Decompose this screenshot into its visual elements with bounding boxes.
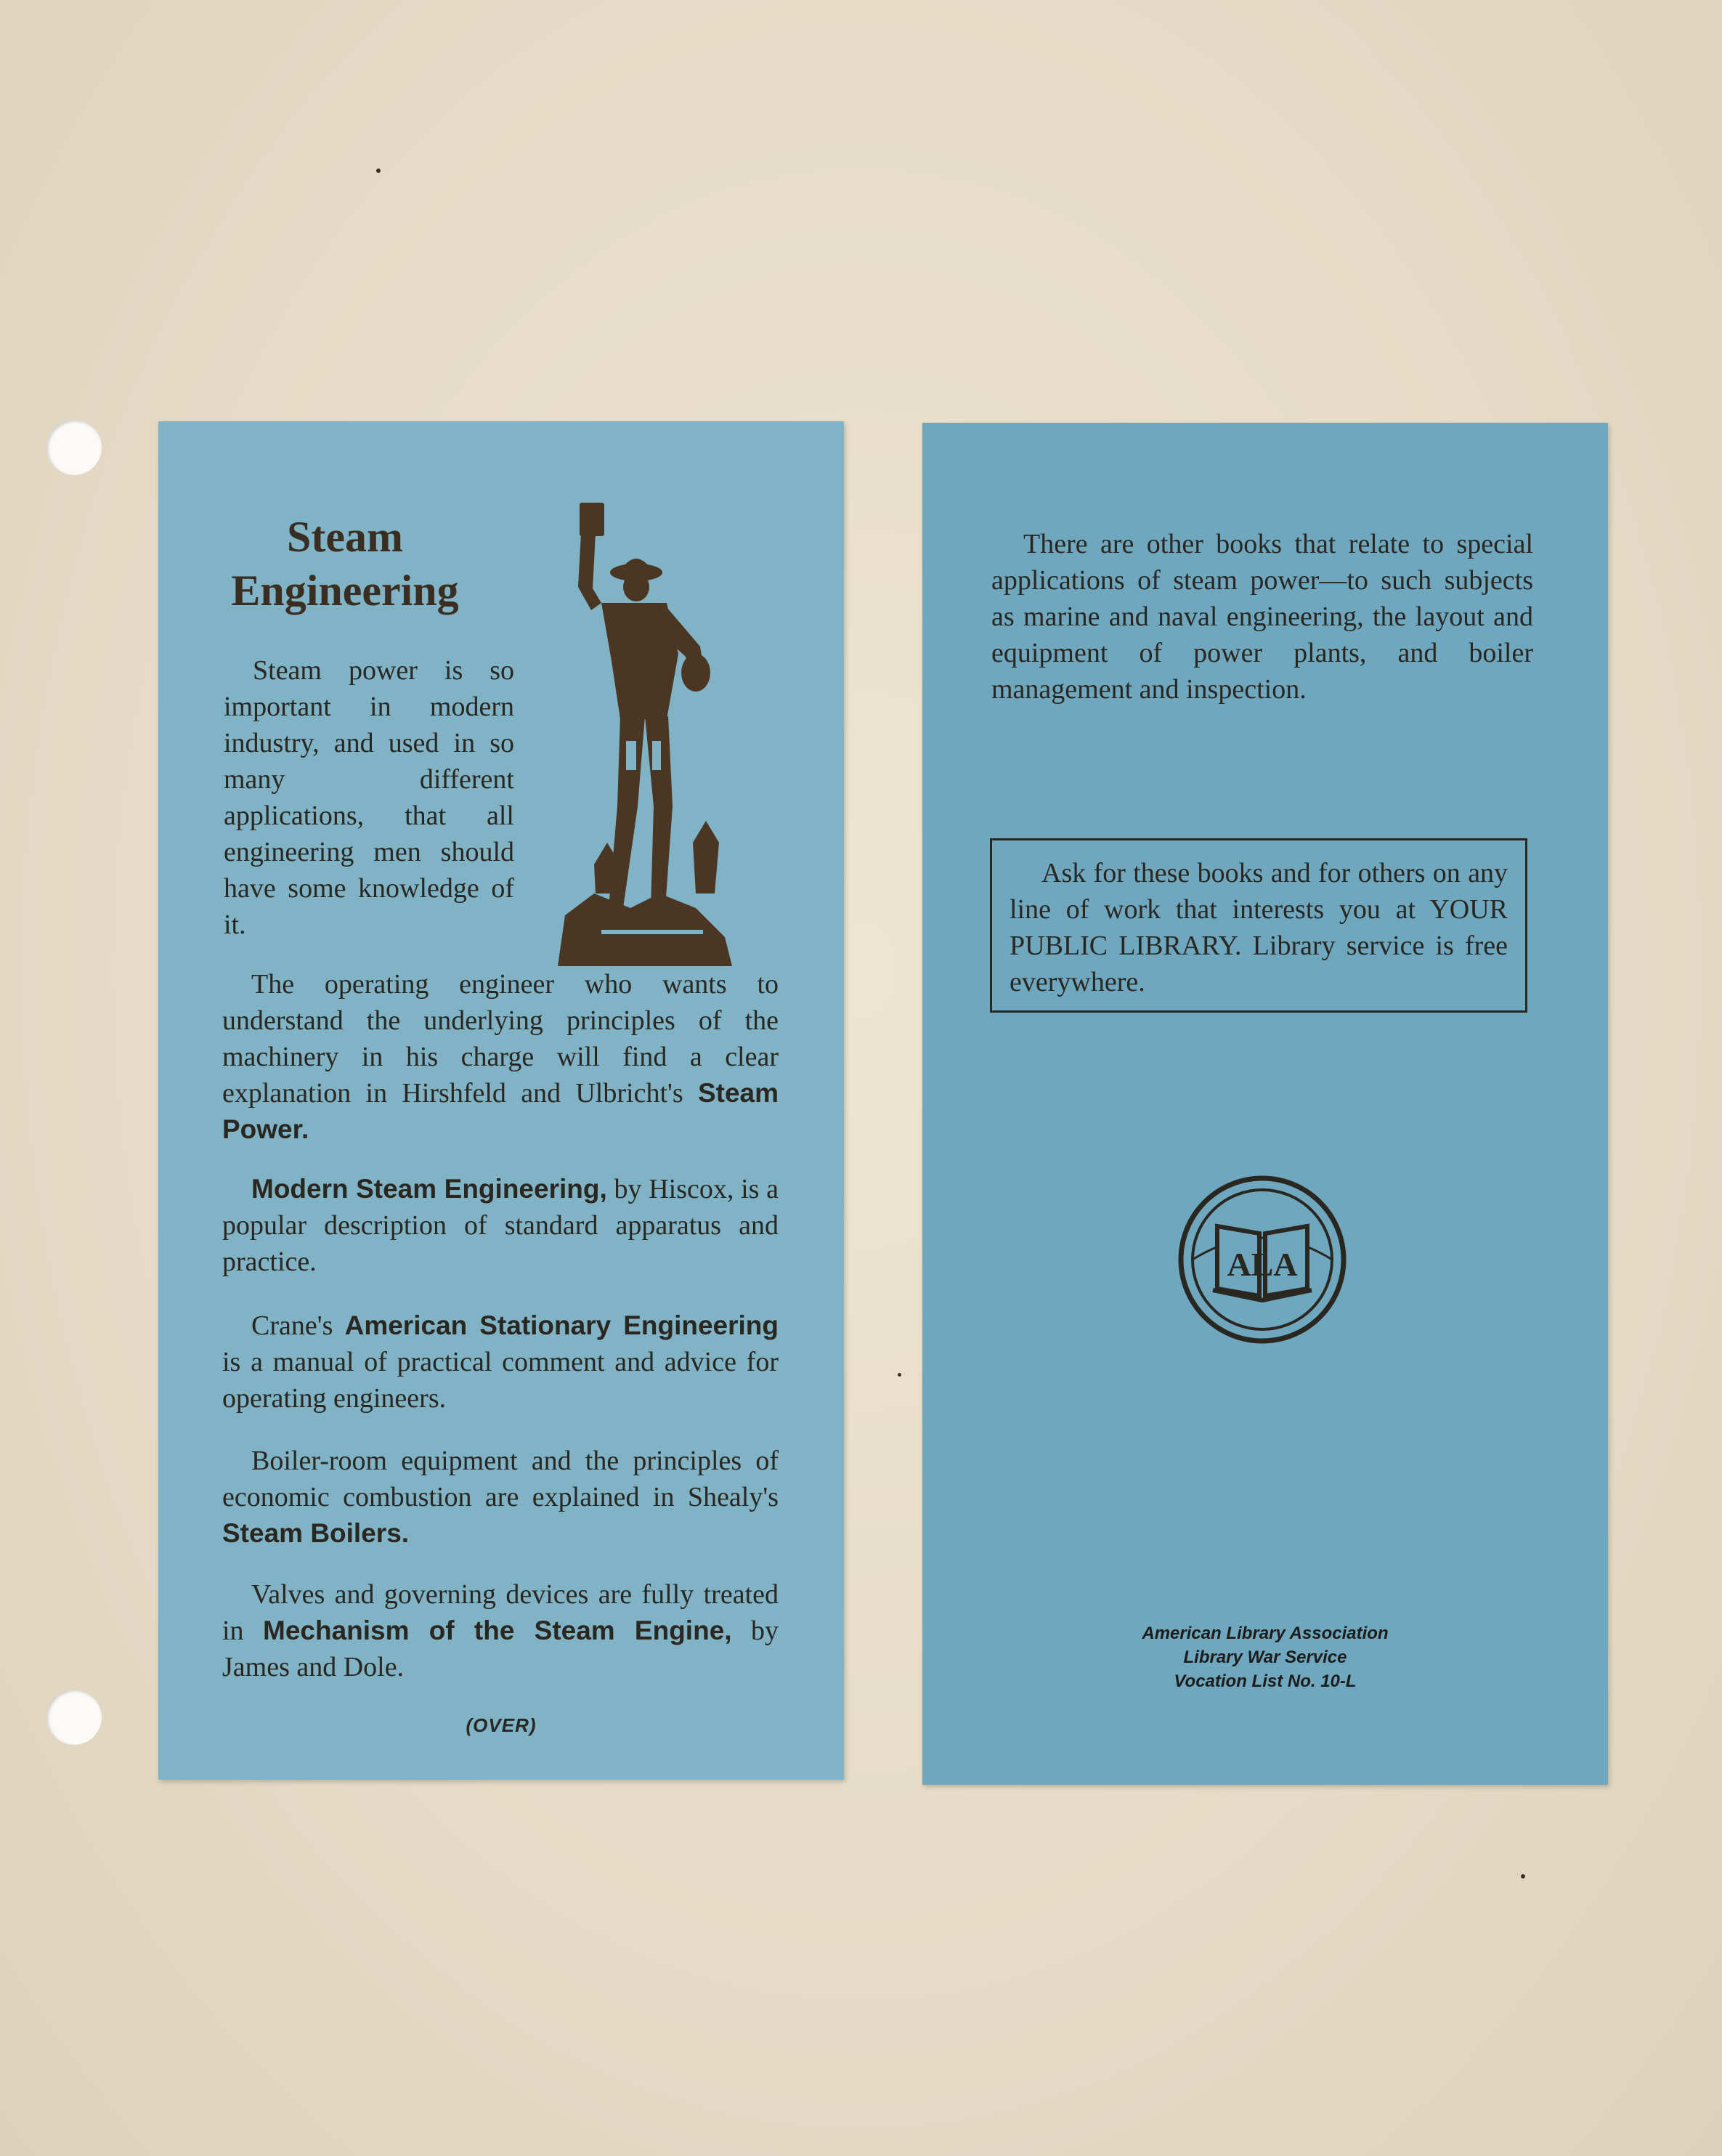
paragraph-modern-steam bbox=[222, 1171, 779, 1280]
ala-emblem-text: ALA bbox=[1227, 1246, 1298, 1283]
pamphlet-title bbox=[225, 510, 465, 617]
title-line-1: Steam bbox=[287, 513, 403, 561]
soldier-statue-illustration bbox=[551, 501, 739, 966]
p5-text-b: by James and Dole. bbox=[222, 1616, 779, 1682]
paragraph-steam-power bbox=[222, 966, 779, 1148]
book-title-american-stationary-engineering: American Stationary Engineering bbox=[344, 1310, 779, 1340]
pamphlet-footer bbox=[922, 1621, 1608, 1693]
paper-speck bbox=[376, 169, 381, 173]
left-pamphlet-page bbox=[158, 421, 844, 1780]
title-line-2: Engineering bbox=[231, 567, 459, 615]
paragraph-american-stationary bbox=[222, 1308, 779, 1417]
p4-text: Boiler-room equipment and the principles of economic combustion are explained in Shealy's bbox=[222, 1446, 779, 1512]
library-notice-text: Ask for these books and for others on any line of work that interests you at YOUR PUBLIC LIBRARY. Library service is free everywhere. bbox=[1010, 858, 1508, 997]
over-marker: (OVER) bbox=[466, 1714, 537, 1736]
paragraph-mechanism bbox=[222, 1576, 779, 1685]
punch-hole-bottom bbox=[46, 1690, 102, 1745]
paragraph-steam-boilers bbox=[222, 1443, 779, 1552]
book-title-mechanism-of-the-steam-engine: Mechanism of the Steam Engine, bbox=[263, 1616, 732, 1645]
library-notice-box bbox=[990, 838, 1527, 1013]
p3-text-a: Crane's bbox=[251, 1310, 345, 1341]
other-books-paragraph bbox=[991, 526, 1533, 708]
ala-emblem-icon bbox=[1175, 1172, 1349, 1347]
book-title-steam-power: Steam Power. bbox=[222, 1078, 779, 1144]
other-books-text: There are other books that relate to special applications of steam power—to such subjects as marine and naval engineering, the layout and equipment of power plants, and boiler management and inspection. bbox=[991, 529, 1533, 705]
p1-text: The operating engineer who wants to understand the underlying principles of the machinery in his charge will find a clear explanation in Hirshfeld and Ulbricht's bbox=[222, 969, 779, 1109]
paper-speck bbox=[898, 1373, 901, 1377]
right-pamphlet-page bbox=[922, 423, 1608, 1785]
book-title-modern-steam-engineering: Modern Steam Engineering, bbox=[251, 1174, 607, 1204]
intro-paragraph bbox=[224, 652, 514, 943]
p2-text: by Hiscox, is a popular description of standard apparatus and practice. bbox=[222, 1174, 779, 1277]
p3-text-b: is a manual of practical comment and advice for operating engineers. bbox=[222, 1347, 779, 1414]
book-title-steam-boilers: Steam Boilers. bbox=[222, 1518, 410, 1548]
footer-association: American Library Association bbox=[1142, 1624, 1389, 1643]
library-notice-paragraph bbox=[1010, 855, 1508, 1000]
footer-list-number: Vocation List No. 10-L bbox=[1174, 1671, 1357, 1691]
footer-service: Library War Service bbox=[1183, 1648, 1347, 1667]
p5-text-a: Valves and governing devices are fully treated in bbox=[222, 1579, 779, 1646]
punch-hole-top bbox=[46, 420, 102, 475]
intro-text: Steam power is so important in modern industry, and used in so many different applications, that all engineering men should have some knowledge of it. bbox=[224, 655, 514, 940]
paper-speck bbox=[1521, 1874, 1525, 1879]
